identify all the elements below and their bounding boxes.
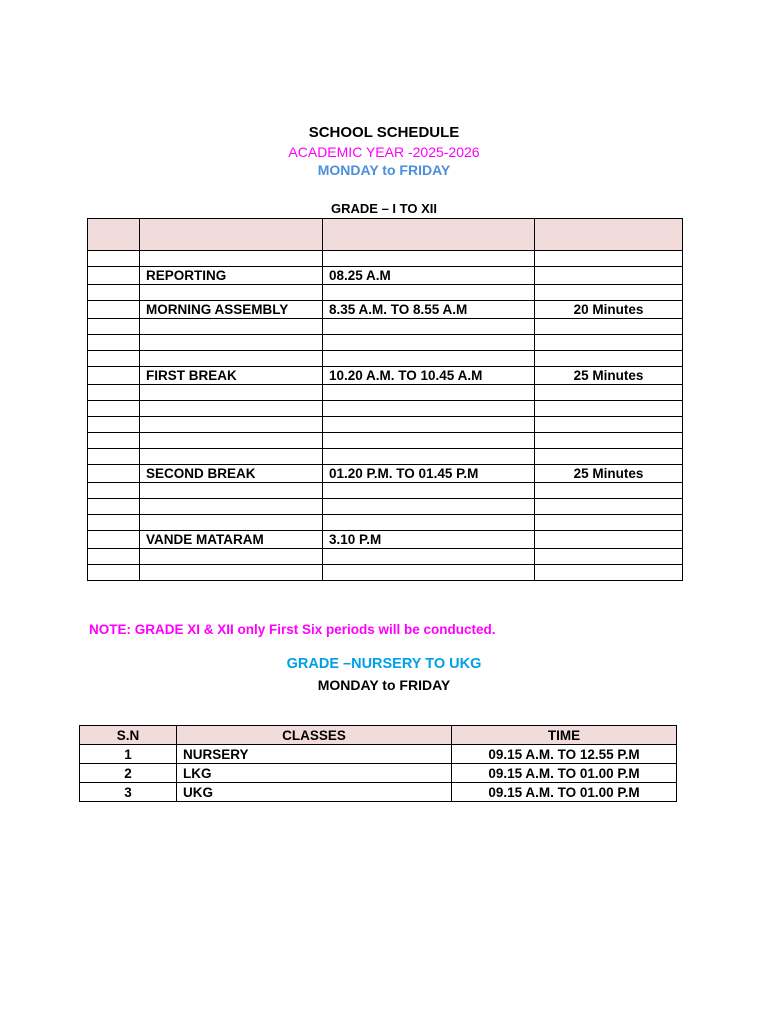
table-row (80, 764, 677, 783)
table-row (88, 285, 683, 301)
duration-cell (535, 515, 683, 531)
time-cell (323, 433, 535, 449)
duration-cell (535, 483, 683, 499)
time-cell: 08.25 A.M (323, 267, 535, 285)
activity-cell: VANDE MATARAM (140, 531, 323, 549)
duration-cell (535, 285, 683, 301)
table-row (88, 267, 683, 285)
page-title: SCHOOL SCHEDULE (308, 124, 460, 141)
index-cell (88, 565, 140, 581)
time-cell (323, 549, 535, 565)
time-cell (323, 319, 535, 335)
activity-cell (140, 433, 323, 449)
duration-cell (535, 417, 683, 433)
activity-cell: FIRST BREAK (140, 367, 323, 385)
duration-cell: 25 Minutes (535, 367, 683, 385)
table-row (88, 515, 683, 531)
time-cell: 8.35 A.M. TO 8.55 A.M (323, 301, 535, 319)
time-cell (323, 565, 535, 581)
class-cell: NURSERY (177, 745, 452, 764)
index-cell (88, 319, 140, 335)
table-row (88, 401, 683, 417)
table-row (80, 745, 677, 764)
duration-cell (535, 319, 683, 335)
time-cell (323, 499, 535, 515)
index-cell (88, 483, 140, 499)
activity-cell: MORNING ASSEMBLY (140, 301, 323, 319)
time-cell (323, 251, 535, 267)
index-cell (88, 449, 140, 465)
activity-cell (140, 417, 323, 433)
grade-heading: GRADE – I TO XII (331, 201, 437, 216)
table-row (88, 483, 683, 499)
column-header-classes: CLASSES (177, 726, 452, 745)
duration-cell (535, 433, 683, 449)
activity-cell (140, 319, 323, 335)
time-cell (323, 285, 535, 301)
activity-cell (140, 285, 323, 301)
activity-cell: SECOND BREAK (140, 465, 323, 483)
time-cell (323, 515, 535, 531)
activity-cell (140, 385, 323, 401)
index-cell (88, 385, 140, 401)
table-row (88, 319, 683, 335)
class-cell: UKG (177, 783, 452, 802)
index-cell (88, 285, 140, 301)
time-cell (323, 335, 535, 351)
main-schedule-table (87, 218, 683, 581)
duration-cell: 20 Minutes (535, 301, 683, 319)
duration-cell (535, 401, 683, 417)
time-cell: 3.10 P.M (323, 531, 535, 549)
index-cell (88, 531, 140, 549)
time-cell (323, 417, 535, 433)
activity-cell (140, 565, 323, 581)
duration-cell (535, 549, 683, 565)
table-row (88, 385, 683, 401)
table-row (88, 433, 683, 449)
index-cell (88, 267, 140, 285)
header-cell (535, 219, 683, 251)
kg-schedule-table (79, 725, 677, 802)
duration-cell: 25 Minutes (535, 465, 683, 483)
duration-cell (535, 351, 683, 367)
duration-cell (535, 335, 683, 351)
time-cell (323, 449, 535, 465)
index-cell (88, 465, 140, 483)
time-cell: 01.20 P.M. TO 01.45 P.M (323, 465, 535, 483)
index-cell (88, 549, 140, 565)
time-cell: 09.15 A.M. TO 01.00 P.M (452, 783, 677, 802)
table-row (88, 335, 683, 351)
kg-heading: GRADE –NURSERY TO UKG (286, 656, 482, 672)
index-cell (88, 433, 140, 449)
table-row (88, 251, 683, 267)
table-header-row (88, 219, 683, 251)
time-cell: 09.15 A.M. TO 01.00 P.M (452, 764, 677, 783)
table-row (88, 351, 683, 367)
table-row (88, 465, 683, 483)
duration-cell (535, 251, 683, 267)
activity-cell: REPORTING (140, 267, 323, 285)
activity-cell (140, 251, 323, 267)
time-cell (323, 385, 535, 401)
sn-cell: 3 (80, 783, 177, 802)
activity-cell (140, 549, 323, 565)
duration-cell (535, 385, 683, 401)
index-cell (88, 351, 140, 367)
column-header-sn: S.N (80, 726, 177, 745)
time-cell (323, 483, 535, 499)
days-label: MONDAY to FRIDAY (317, 162, 451, 178)
duration-cell (535, 565, 683, 581)
academic-year: ACADEMIC YEAR -2025-2026 (288, 144, 480, 160)
index-cell (88, 515, 140, 531)
table-row (88, 301, 683, 319)
index-cell (88, 401, 140, 417)
table-row (88, 499, 683, 515)
class-cell: LKG (177, 764, 452, 783)
time-cell (323, 401, 535, 417)
sn-cell: 1 (80, 745, 177, 764)
duration-cell (535, 267, 683, 285)
index-cell (88, 499, 140, 515)
table-row (88, 417, 683, 433)
activity-cell (140, 401, 323, 417)
column-header-time: TIME (452, 726, 677, 745)
time-cell: 09.15 A.M. TO 12.55 P.M (452, 745, 677, 764)
activity-cell (140, 499, 323, 515)
table-row (88, 367, 683, 385)
table-row (88, 549, 683, 565)
table-row (88, 531, 683, 549)
activity-cell (140, 449, 323, 465)
kg-days-label: MONDAY to FRIDAY (317, 677, 451, 693)
note-text: NOTE: GRADE XI & XII only First Six periods will be conducted. (89, 622, 496, 637)
sn-cell: 2 (80, 764, 177, 783)
index-cell (88, 367, 140, 385)
table-row (80, 783, 677, 802)
duration-cell (535, 499, 683, 515)
time-cell: 10.20 A.M. TO 10.45 A.M (323, 367, 535, 385)
activity-cell (140, 351, 323, 367)
table-header-row (80, 726, 677, 745)
duration-cell (535, 449, 683, 465)
table-row (88, 449, 683, 465)
header-cell (323, 219, 535, 251)
activity-cell (140, 335, 323, 351)
index-cell (88, 251, 140, 267)
table-row (88, 565, 683, 581)
header-cell (88, 219, 140, 251)
activity-cell (140, 515, 323, 531)
index-cell (88, 417, 140, 433)
activity-cell (140, 483, 323, 499)
duration-cell (535, 531, 683, 549)
header-cell (140, 219, 323, 251)
time-cell (323, 351, 535, 367)
index-cell (88, 335, 140, 351)
index-cell (88, 301, 140, 319)
